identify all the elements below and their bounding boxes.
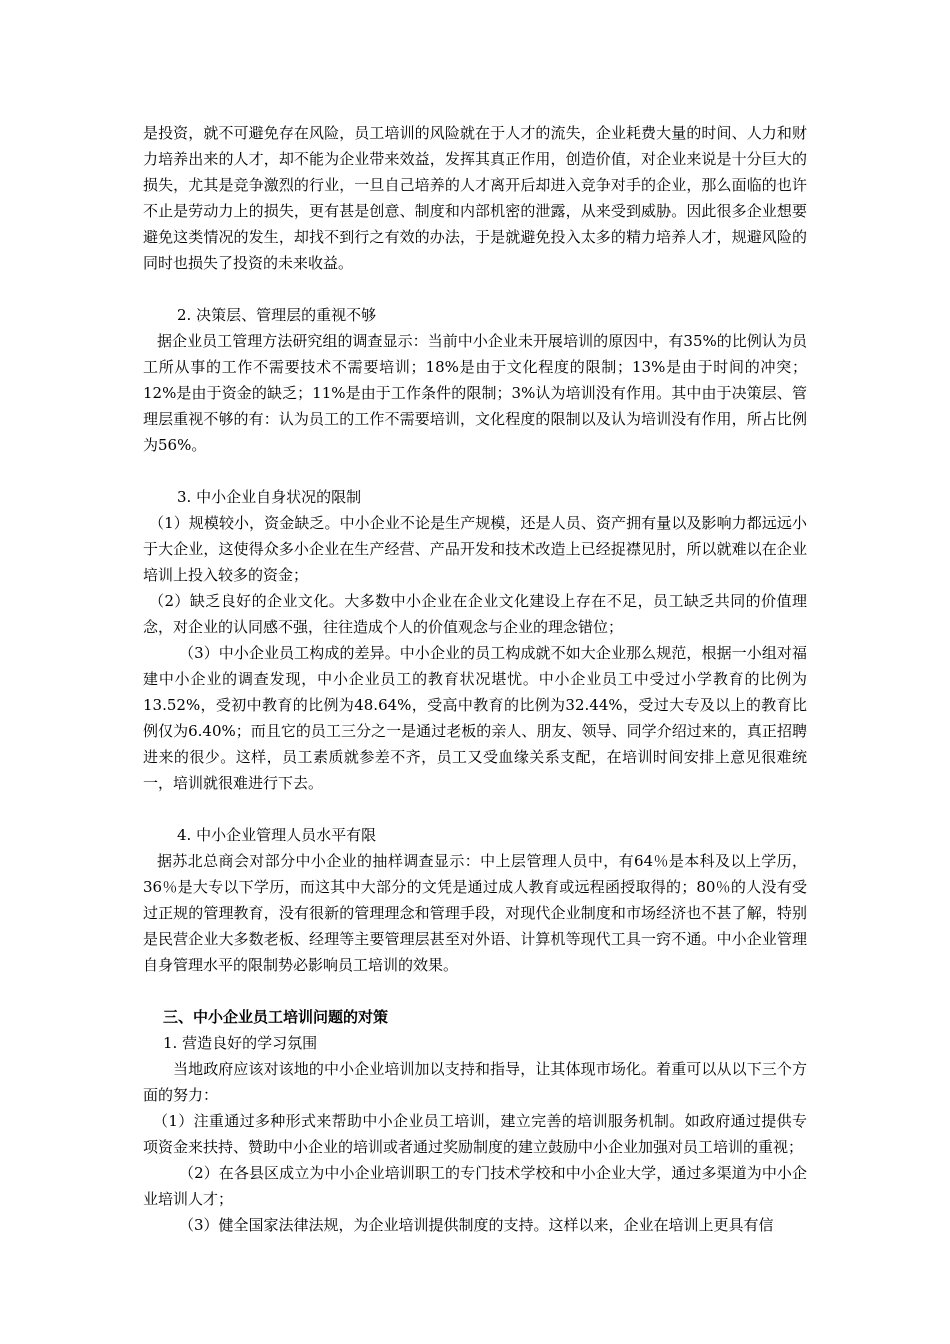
heading-management-level: 4. 中小企业管理人员水平有限 <box>177 826 377 844</box>
paragraph-management-survey: 据苏北总商会对部分中小企业的抽样调查显示：中上层管理人员中，有64％是本科及以上学历，36％是大专以下学历，而这其中大部分的文凭是通过成人教育或远程函授取得的；80％的人没有受过正规的管理教育，没有很新的管理理念和管理手段，对现代企业制度和市场经济也不甚了解，特别是民营企业大多数老板、经理等主要管理层甚至对外语、计算机等现代工具一窍不通。中小企业管理自身管理水平的限制势必影响员工培训的效果。 <box>143 852 807 974</box>
paragraph-government-support: 当地政府应该对该地的中小企业培训加以支持和指导，让其体现市场化。着重可以从以下三个方面的努力： <box>143 1060 807 1104</box>
intro-paragraph: 是投资，就不可避免存在风险，员工培训的风险就在于人才的流失，企业耗费大量的时间、人力和财力培养出来的人才，却不能为企业带来效益，发挥其真正作用，创造价值，对企业来说是十分巨大的损失，尤其是竞争激烈的行业，一旦自己培养的人才离开后却进入竞争对手的企业，那么面临的也许不止是劳动力上的损失，更有甚是创意、制度和内部机密的泄露，从来受到威胁。因此很多企业想要避免这类情况的发生，却找不到行之有效的办法，于是就避免投入太多的精力培养人才，规避风险的同时也损失了投资的未来收益。 <box>143 124 807 272</box>
document-body <box>143 120 807 1238</box>
paragraph-measure-3: （3）健全国家法律法规，为企业培训提供制度的支持。这样以来，企业在培训上更具有信 <box>179 1216 774 1234</box>
heading-sme-limits: 3. 中小企业自身状况的限制 <box>177 488 362 506</box>
paragraph-survey: 据企业员工管理方法研究组的调查显示：当前中小企业未开展培训的原因中，有35%的比例认为员工所从事的工作不需要技术不需要培训；18%是由于文化程度的限制；13%是由于时间的冲突；12%是由于资金的缺乏；11%是由于工作条件的限制；3%认为培训没有作用。其中由于决策层、管理层重视不够的有：认为员工的工作不需要培训，文化程度的限制以及认为培训没有作用，所占比例为56%。 <box>143 332 807 454</box>
spacer <box>143 796 807 822</box>
paragraph-staff-composition: （3）中小企业员工构成的差异。中小企业的员工构成就不如大企业那么规范，根据一小组对福建中小企业的调查发现，中小企业员工的教育状况堪忧。中小企业员工中受过小学教育的比例为13.52%，受初中教育的比例为48.64%，受高中教育的比例为32.44%，受过大专及以上的教育比例仅为6.40%；而且它的员工三分之一是通过老板的亲人、朋友、领导、同学介绍过来的，真正招聘进来的很少。这样，员工素质就参差不齐，员工又受血缘关系支配，在培训时间安排上意见很难统一，培训就很难进行下去。 <box>143 644 807 792</box>
paragraph-culture: （2）缺乏良好的企业文化。大多数中小企业在企业文化建设上存在不足，员工缺乏共同的价值理念，对企业的认同感不强，往往造成个人的价值观念与企业的理念错位； <box>143 592 807 636</box>
paragraph-small-scale: （1）规模较小，资金缺乏。中小企业不论是生产规模，还是人员、资产拥有量以及影响力都远远小于大企业，这使得众多小企业在生产经营、产品开发和技术改造上已经捉襟见肘，所以就难以在企业培训上投入较多的资金； <box>143 514 807 584</box>
paragraph-measure-2: （2）在各县区成立为中小企业培训职工的专门技术学校和中小企业大学，通过多渠道为中小企业培训人才； <box>143 1164 807 1208</box>
spacer <box>143 458 807 484</box>
section-title-countermeasures: 三、中小企业员工培训问题的对策 <box>163 1008 389 1026</box>
sub-heading-learning-atmosphere: 1. 营造良好的学习氛围 <box>163 1034 318 1052</box>
spacer <box>143 978 807 1004</box>
paragraph-measure-1: （1）注重通过多种形式来帮助中小企业员工培训，建立完善的培训服务机制。如政府通过提供专项资金来扶持、赞助中小企业的培训或者通过奖励制度的建立鼓励中小企业加强对员工培训的重视； <box>143 1112 807 1156</box>
spacer <box>143 276 807 302</box>
heading-decision-layer: 2. 决策层、管理层的重视不够 <box>177 306 377 324</box>
